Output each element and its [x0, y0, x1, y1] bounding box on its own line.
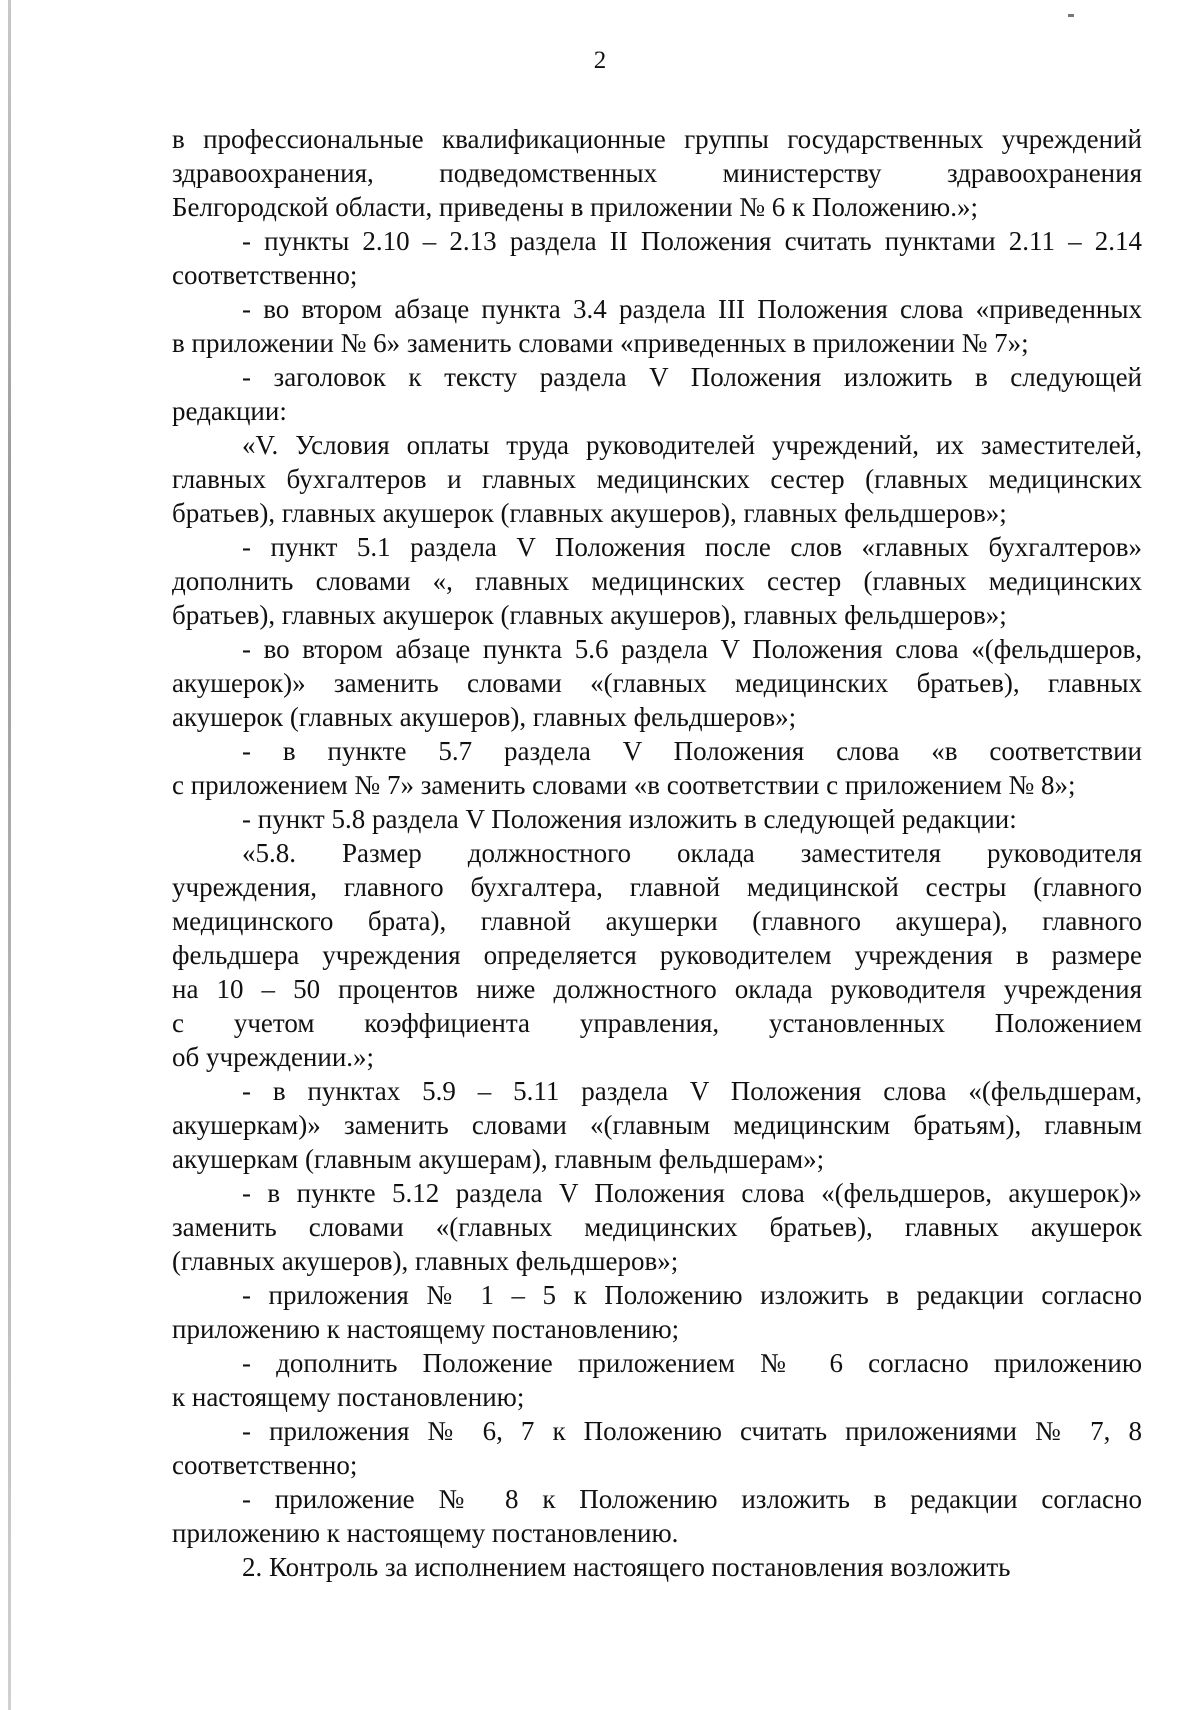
paragraph	[172, 122, 1142, 224]
text-line: заменить словами «(главных медицинских братьев), главных акушерок	[172, 1212, 1142, 1242]
document-body	[172, 122, 1142, 1584]
paragraph	[172, 734, 1142, 802]
text-line: - в пункте 5.12 раздела V Положения слова «(фельдшеров, акушерок)»	[242, 1178, 1142, 1208]
text-line: приложению к настоящему постановлению;	[172, 1314, 680, 1344]
text-line: в приложении № 6» заменить словами «приведенных в приложении № 7»;	[172, 328, 1029, 358]
text-line: фельдшера учреждения определяется руководителем учреждения в размере	[172, 940, 1142, 970]
text-line: - пункты 2.10 – 2.13 раздела II Положения считать пунктами 2.11 – 2.14	[242, 226, 1142, 256]
text-line: - приложение № 8 к Положению изложить в редакции согласно	[242, 1484, 1142, 1514]
text-line: учреждения, главного бухгалтера, главной медицинской сестры (главного	[172, 872, 1142, 902]
text-line: - приложения № 6, 7 к Положению считать приложениями № 7, 8	[242, 1416, 1142, 1446]
text-line: братьев), главных акушерок (главных акушеров), главных фельдшеров»;	[172, 600, 1007, 630]
text-line: с учетом коэффициента управления, установленных Положением	[172, 1008, 1142, 1038]
text-line: - во втором абзаце пункта 3.4 раздела III Положения слова «приведенных	[242, 294, 1142, 324]
text-line: - в пункте 5.7 раздела V Положения слова «в соответствии	[242, 736, 1142, 766]
text-line: акушеркам (главным акушерам), главным фельдшерам»;	[172, 1144, 825, 1174]
paragraph	[172, 530, 1142, 632]
text-line: Белгородской области, приведены в приложении № 6 к Положению.»;	[172, 192, 978, 222]
paragraph	[172, 1550, 1142, 1584]
paragraph	[172, 1482, 1142, 1550]
scan-speck	[1068, 14, 1074, 17]
text-line: «V. Условия оплаты труда руководителей учреждений, их заместителей,	[242, 430, 1142, 460]
text-line: - во втором абзаце пункта 5.6 раздела V Положения слова «(фельдшеров,	[242, 634, 1142, 664]
text-line: на 10 – 50 процентов ниже должностного оклада руководителя учреждения	[172, 974, 1142, 1004]
paragraph	[172, 292, 1142, 360]
text-line: - приложения № 1 – 5 к Положению изложить в редакции согласно	[242, 1280, 1142, 1310]
paragraph	[172, 360, 1142, 428]
text-line: дополнить словами «, главных медицинских сестер (главных медицинских	[172, 566, 1142, 596]
text-line: редакции:	[172, 396, 287, 426]
text-line: 2. Контроль за исполнением настоящего постановления возложить	[242, 1552, 1011, 1582]
page-number: 2	[593, 47, 607, 74]
text-line: главных бухгалтеров и главных медицинских сестер (главных медицинских	[172, 464, 1142, 494]
text-line: здравоохранения, подведомственных министерству здравоохранения	[172, 158, 1142, 188]
text-line: - пункт 5.1 раздела V Положения после слов «главных бухгалтеров»	[242, 532, 1142, 562]
text-line: - дополнить Положение приложением № 6 согласно приложению	[242, 1348, 1142, 1378]
text-line: соответственно;	[172, 260, 358, 290]
paragraph	[172, 802, 1142, 836]
text-line: приложению к настоящему постановлению.	[172, 1518, 679, 1548]
text-line: к настоящему постановлению;	[172, 1382, 525, 1412]
paragraph	[172, 836, 1142, 1074]
scan-left-edge	[8, 0, 11, 1710]
paragraph	[172, 1074, 1142, 1176]
text-line: в профессиональные квалификационные группы государственных учреждений	[172, 124, 1142, 154]
text-line: - в пунктах 5.9 – 5.11 раздела V Положения слова «(фельдшерам,	[242, 1076, 1142, 1106]
text-line: акушерок)» заменить словами «(главных медицинских братьев), главных	[172, 668, 1142, 698]
text-line: братьев), главных акушерок (главных акушеров), главных фельдшеров»;	[172, 498, 1007, 528]
paragraph	[172, 1414, 1142, 1482]
text-line: - заголовок к тексту раздела V Положения изложить в следующей	[242, 362, 1142, 392]
text-line: медицинского брата), главной акушерки (главного акушера), главного	[172, 906, 1142, 936]
paragraph	[172, 1278, 1142, 1346]
text-line: акушерок (главных акушеров), главных фельдшеров»;	[172, 702, 797, 732]
text-line: (главных акушеров), главных фельдшеров»;	[172, 1246, 679, 1276]
paragraph	[172, 1176, 1142, 1278]
text-line: - пункт 5.8 раздела V Положения изложить в следующей редакции:	[242, 804, 1017, 834]
text-line: акушеркам)» заменить словами «(главным медицинским братьям), главным	[172, 1110, 1142, 1140]
paragraph	[172, 632, 1142, 734]
paragraph	[172, 224, 1142, 292]
text-line: с приложением № 7» заменить словами «в соответствии с приложением № 8»;	[172, 770, 1076, 800]
paragraph	[172, 1346, 1142, 1414]
paragraph	[172, 428, 1142, 530]
text-line: об учреждении.»;	[172, 1042, 375, 1072]
text-line: соответственно;	[172, 1450, 358, 1480]
text-line: «5.8. Размер должностного оклада заместителя руководителя	[242, 838, 1142, 868]
